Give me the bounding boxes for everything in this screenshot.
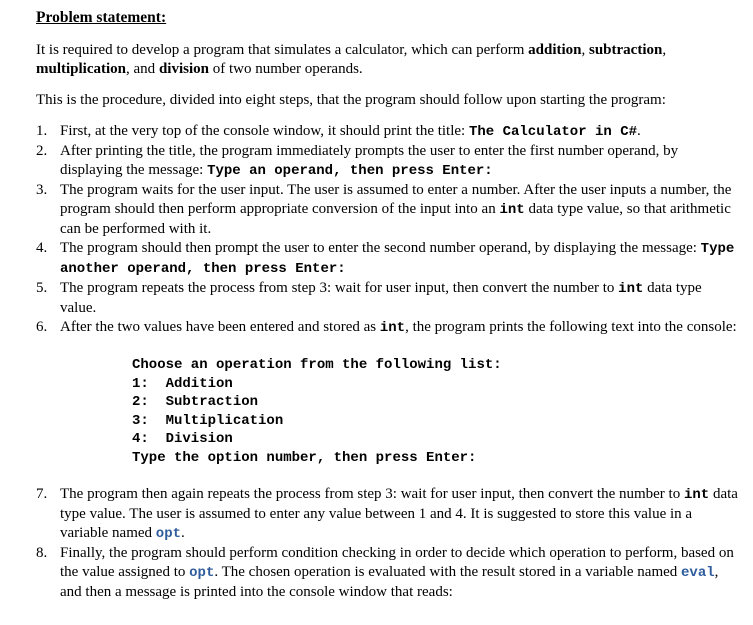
console-line: 2: Subtraction bbox=[132, 394, 259, 410]
step-2 bbox=[36, 142, 741, 181]
step-text: , and then a message is printed into the console window that reads: bbox=[60, 564, 719, 600]
steps-list bbox=[36, 122, 741, 602]
code-snippet-highlight: eval bbox=[681, 565, 715, 581]
intro-bold-subtraction: subtraction bbox=[589, 42, 663, 58]
intro-bold-division: division bbox=[158, 61, 209, 77]
step-text: After printing the title, the program immediately prompts the user to enter the first number operand, by displaying the message: bbox=[60, 143, 679, 178]
step-6 bbox=[36, 318, 741, 467]
step-4 bbox=[36, 239, 741, 279]
intro-bold-multiplication: multiplication bbox=[36, 61, 127, 77]
intro-text: , bbox=[662, 42, 667, 58]
step-number: 4. bbox=[36, 240, 48, 256]
console-line: Type the option number, then press Enter: bbox=[132, 449, 477, 466]
step-number: 6. bbox=[36, 319, 48, 335]
step-text: The program should then prompt the user to enter the second number operand, by displaying the message: bbox=[60, 240, 701, 256]
step-number: 1. bbox=[36, 123, 48, 139]
code-snippet: Type another operand, then press Enter: bbox=[60, 241, 735, 277]
intro-text: It is required to develop a program that simulates a calculator, which can perform bbox=[36, 42, 529, 58]
code-snippet: Type an operand, then press Enter: bbox=[207, 163, 493, 179]
console-line: 4: Division bbox=[132, 431, 233, 447]
intro-text: , bbox=[581, 42, 589, 58]
step-text: After the two values have been entered and stored as bbox=[60, 319, 380, 335]
code-snippet: int bbox=[618, 281, 644, 297]
step-text: . bbox=[181, 525, 185, 541]
step-7 bbox=[36, 485, 741, 544]
step-1 bbox=[36, 122, 741, 142]
intro-bold-addition: addition bbox=[528, 42, 582, 58]
step-5 bbox=[36, 279, 741, 318]
code-snippet-highlight: opt bbox=[155, 526, 182, 542]
step-text: The program waits for the user input. The user is assumed to enter a number. After the user inputs a number, the program should then perform appropriate conversion of the input into an bbox=[60, 182, 732, 217]
step-text: First, at the very top of the console window, it should print the title: bbox=[60, 123, 469, 139]
step-8 bbox=[36, 544, 741, 602]
step-number: 5. bbox=[36, 280, 48, 296]
step-text: Finally, the program should perform condition checking in order to decide which operation to perform, based on the value assigned to bbox=[60, 545, 734, 580]
step-text: data type value. The user is assumed to enter any value between 1 and 4. It is suggested to store this value in a variable named bbox=[60, 486, 738, 541]
code-snippet: int bbox=[499, 202, 525, 218]
code-snippet: int bbox=[379, 320, 406, 336]
step-text: , the program prints the following text into the console: bbox=[405, 319, 737, 335]
step-text: data type value. bbox=[60, 280, 702, 316]
code-snippet: int bbox=[683, 487, 710, 503]
step-number: 2. bbox=[36, 143, 48, 159]
console-output-block bbox=[132, 356, 741, 467]
problem-statement-heading: Problem statement: bbox=[36, 9, 167, 26]
step-text: . bbox=[637, 123, 641, 139]
console-line: 3: Multiplication bbox=[132, 412, 284, 429]
intro-text: , and bbox=[126, 61, 159, 77]
console-line: 1: Addition bbox=[132, 375, 233, 392]
step-3 bbox=[36, 181, 741, 239]
intro-text: of two number operands. bbox=[208, 61, 363, 77]
code-snippet: The Calculator in C# bbox=[468, 124, 638, 140]
step-text: data type value, so that arithmetic can be performed with it. bbox=[60, 201, 731, 237]
step-text: . The chosen operation is evaluated with the result stored in a variable named bbox=[214, 564, 682, 580]
step-number: 8. bbox=[36, 545, 48, 561]
step-number: 3. bbox=[36, 182, 48, 198]
code-snippet-highlight: opt bbox=[189, 565, 215, 581]
procedure-paragraph: This is the procedure, divided into eight steps, that the program should follow upon starting the program: bbox=[36, 92, 666, 108]
step-text: The program then again repeats the process from step 3: wait for user input, then convert the number to bbox=[60, 486, 684, 502]
console-line: Choose an operation from the following list: bbox=[132, 357, 502, 373]
intro-paragraph bbox=[36, 41, 741, 79]
step-text: The program repeats the process from step 3: wait for user input, then convert the number to bbox=[60, 280, 619, 296]
step-number: 7. bbox=[36, 486, 48, 502]
